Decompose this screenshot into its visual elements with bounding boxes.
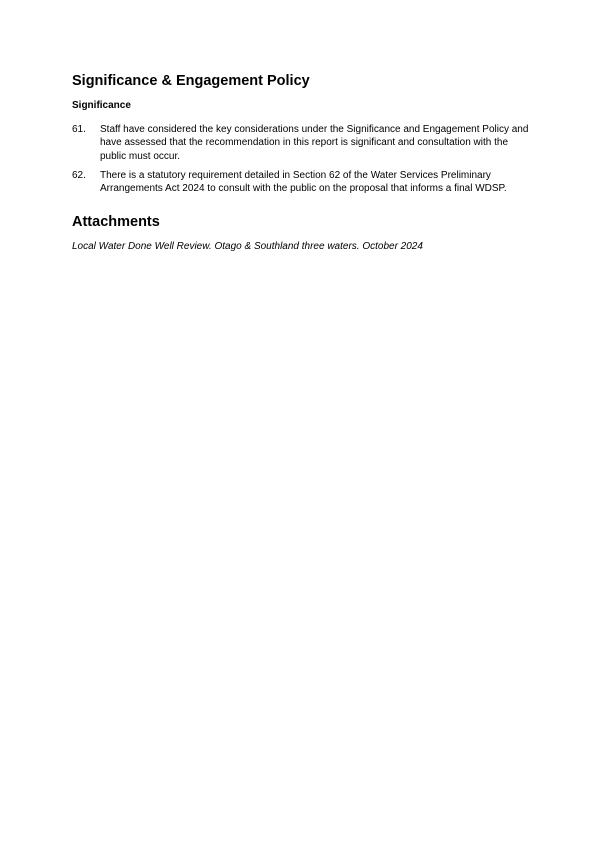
- paragraph-number: 61.: [72, 124, 86, 135]
- section-heading-attachments: Attachments: [72, 214, 160, 230]
- numbered-paragraph-62: [72, 169, 532, 196]
- numbered-paragraph-61: [72, 123, 532, 163]
- subheading-significance: Significance: [72, 100, 131, 111]
- paragraph-text: There is a statutory requirement detailed in Section 62 of the Water Services Preliminary Arrangements Act 2024 to consult with the public on the proposal that informs a final WDSP.: [100, 170, 507, 195]
- paragraph-text: Staff have considered the key considerations under the Significance and Engagement Policy and have assessed that the recommendation in this report is significant and consultation with the public must occur.: [100, 124, 529, 162]
- paragraph-number: 62.: [72, 170, 86, 181]
- section-heading-significance-engagement: Significance & Engagement Policy: [72, 73, 310, 89]
- attachment-item: Local Water Done Well Review. Otago & Southland three waters. October 2024: [72, 241, 423, 252]
